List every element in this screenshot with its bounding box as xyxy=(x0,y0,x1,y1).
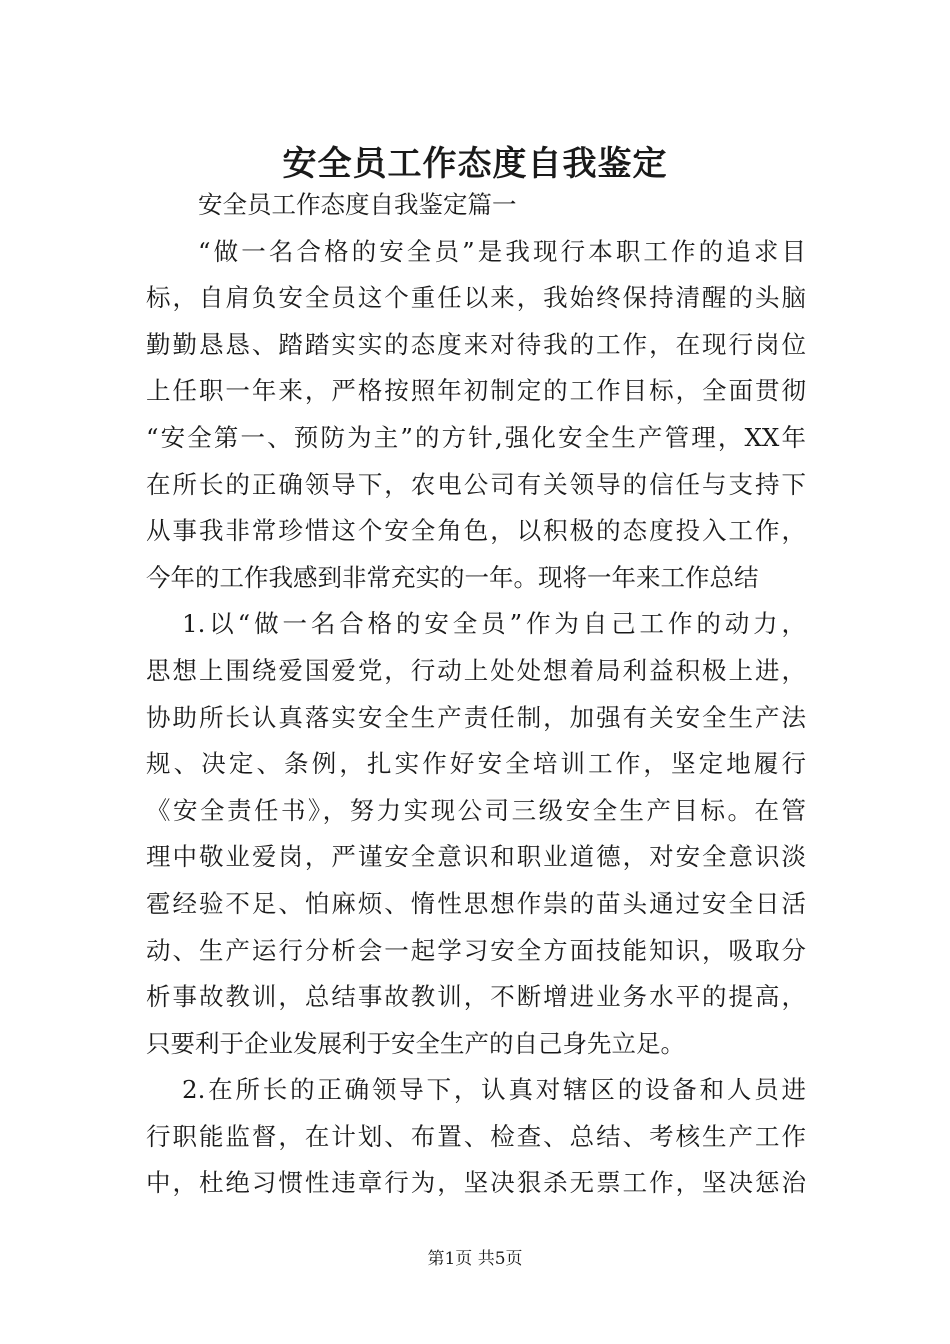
paragraph-line: 在所长的正确领导下，农电公司有关领导的信任与支持下 xyxy=(146,469,806,499)
paragraph-line: 《安全责任书》，努力实现公司三级安全生产目标。在管 xyxy=(146,795,806,825)
paragraph-line: 今年的工作我感到非常充实的一年。现将一年来工作总结 xyxy=(146,562,759,592)
paragraph-line: 2.在所长的正确领导下，认真对辖区的设备和人员进 xyxy=(182,1075,806,1105)
paragraph-line: 中，杜绝习惯性违章行为，坚决狠杀无票工作，坚决惩治 xyxy=(146,1168,806,1198)
paragraph-line: 动、生产运行分析会一起学习安全方面技能知识，吸取分 xyxy=(146,935,806,965)
document-title: 安全员工作态度自我鉴定 xyxy=(282,144,668,184)
page-footer: 第1页 共5页 xyxy=(427,1249,523,1269)
section-heading: 安全员工作态度自我鉴定篇一 xyxy=(198,190,517,219)
paragraph-line: 行职能监督，在计划、布置、检查、总结、考核生产工作 xyxy=(146,1121,806,1151)
paragraph-line: 勤勤恳恳、踏踏实实的态度来对待我的工作，在现行岗位 xyxy=(146,329,806,359)
paragraph-line: 只要利于企业发展利于安全生产的自己身先立足。 xyxy=(146,1028,685,1058)
paragraph-line: “做一名合格的安全员”是我现行本职工作的追求目 xyxy=(198,236,806,266)
paragraph-line: 析事故教训，总结事故教训，不断增进业务水平的提高， xyxy=(146,982,806,1012)
paragraph-line: 从事我非常珍惜这个安全角色，以积极的态度投入工作， xyxy=(146,516,806,546)
document-body xyxy=(146,182,806,1207)
paragraph-line: 标，自肩负安全员这个重任以来，我始终保持清醒的头脑 xyxy=(146,283,806,313)
paragraph-line: 思想上围绕爱国爱党，行动上处处想着局利益积极上进， xyxy=(146,655,806,685)
paragraph-line: 1.以“做一名合格的安全员”作为自己工作的动力， xyxy=(182,609,806,639)
paragraph-line: “安全第一、预防为主”的方针,强化安全生产管理，XX年 xyxy=(146,422,806,452)
paragraph-line: 协助所长认真落实安全生产责任制，加强有关安全生产法 xyxy=(146,702,806,732)
paragraph-line: 理中敬业爱岗，严谨安全意识和职业道德，对安全意识淡 xyxy=(146,842,806,872)
paragraph-line: 上任职一年来，严格按照年初制定的工作目标，全面贯彻 xyxy=(146,376,806,406)
paragraph-line: 雹经验不足、怕麻烦、惰性思想作祟的苗头通过安全日活 xyxy=(146,888,806,918)
paragraph-line: 规、决定、条例，扎实作好安全培训工作，坚定地履行 xyxy=(146,749,806,779)
